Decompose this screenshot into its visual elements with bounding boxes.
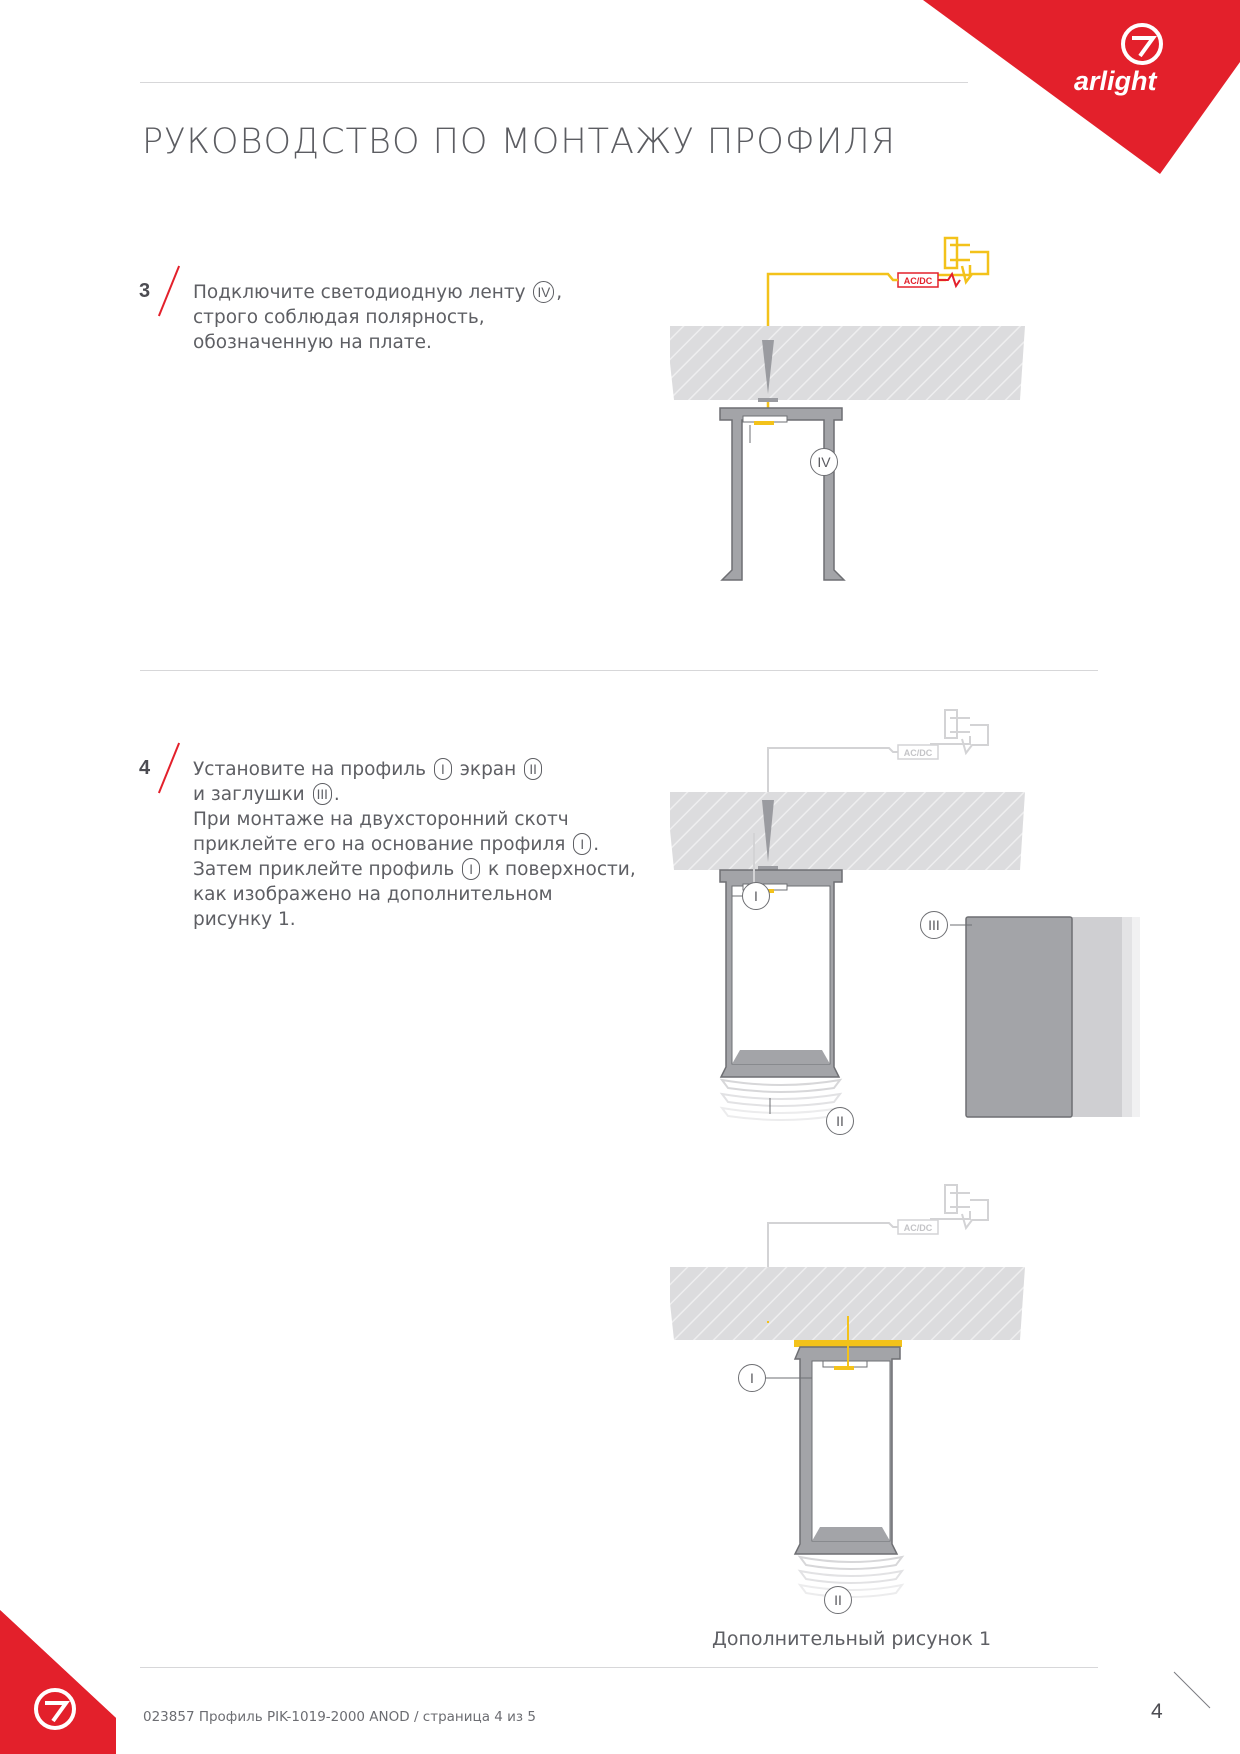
footer-divider bbox=[140, 1667, 1098, 1668]
step-number: 3 bbox=[139, 280, 151, 302]
callout-iv: IV bbox=[810, 448, 838, 476]
power-supply-label: AC/DC bbox=[903, 276, 933, 286]
step-text bbox=[193, 280, 562, 355]
step-text-segment: Установите на профиль bbox=[193, 759, 432, 780]
step-text-line bbox=[193, 280, 562, 305]
step-text-segment: Затем приклейте профиль bbox=[193, 859, 461, 880]
callout-ii: II bbox=[826, 1107, 854, 1135]
figure-additional-1 bbox=[640, 1175, 1060, 1615]
step-text-line bbox=[193, 305, 562, 330]
figure-step-4 bbox=[640, 700, 1140, 1150]
footer-text: 023857 Профиль PIK-1019-2000 ANOD / страница 4 из 5 bbox=[143, 1709, 536, 1725]
power-supply-label: AC/DC bbox=[903, 748, 933, 758]
step-text-segment: Подключите светодиодную ленту bbox=[193, 282, 532, 303]
brand-logo-text: arlight bbox=[1074, 66, 1157, 96]
step-text-segment: обозначенную на плате. bbox=[193, 332, 432, 353]
step-text-segment: к поверхности, bbox=[482, 859, 636, 880]
step-text-line bbox=[193, 907, 636, 932]
figure-caption: Дополнительный рисунок 1 bbox=[712, 1628, 992, 1650]
header-divider bbox=[140, 82, 968, 83]
step-text-line bbox=[193, 882, 636, 907]
inline-callout: II bbox=[524, 758, 542, 780]
step-text-line bbox=[193, 330, 562, 355]
step-number: 4 bbox=[139, 757, 151, 779]
step-text-segment: как изображено на дополнительном bbox=[193, 884, 553, 905]
inline-callout: I bbox=[462, 858, 480, 880]
step-text-segment: приклейте его на основание профиля bbox=[193, 834, 572, 855]
callout-i: I bbox=[738, 1364, 766, 1392]
step-text-segment: При монтаже на двухсторонний скотч bbox=[193, 809, 569, 830]
step-slash-icon bbox=[158, 266, 180, 317]
inline-callout: III bbox=[313, 783, 332, 805]
power-supply-label: AC/DC bbox=[903, 1223, 933, 1233]
callout-ii: II bbox=[824, 1586, 852, 1614]
step-text-line bbox=[193, 857, 636, 882]
footer-brand-corner bbox=[0, 1610, 120, 1754]
step-text-segment: и заглушки bbox=[193, 784, 311, 805]
step-text-line bbox=[193, 757, 636, 782]
step-text-line bbox=[193, 832, 636, 857]
callout-i: I bbox=[742, 882, 770, 910]
step-text-segment: . bbox=[333, 784, 340, 805]
inline-callout: I bbox=[573, 833, 591, 855]
step-text-line bbox=[193, 782, 636, 807]
step-text-line bbox=[193, 807, 636, 832]
page-number: 4 bbox=[1151, 1700, 1163, 1723]
inline-callout: I bbox=[434, 758, 452, 780]
page-corner-slash bbox=[1172, 1670, 1212, 1710]
step-text-segment: . bbox=[593, 834, 600, 855]
step-text-segment: рисунку 1. bbox=[193, 909, 296, 930]
step-text-segment: экран bbox=[453, 759, 523, 780]
section-divider bbox=[140, 670, 1098, 671]
callout-iii: III bbox=[920, 911, 948, 939]
figure-step-3 bbox=[640, 230, 1040, 610]
step-text-segment: , bbox=[556, 282, 563, 303]
step-text bbox=[193, 757, 636, 932]
step-slash-icon bbox=[158, 743, 180, 794]
step-text-segment: строго соблюдая полярность, bbox=[193, 307, 485, 328]
page-title: РУКОВОДСТВО ПО МОНТАЖУ ПРОФИЛЯ bbox=[142, 122, 896, 162]
inline-callout: IV bbox=[533, 281, 554, 303]
